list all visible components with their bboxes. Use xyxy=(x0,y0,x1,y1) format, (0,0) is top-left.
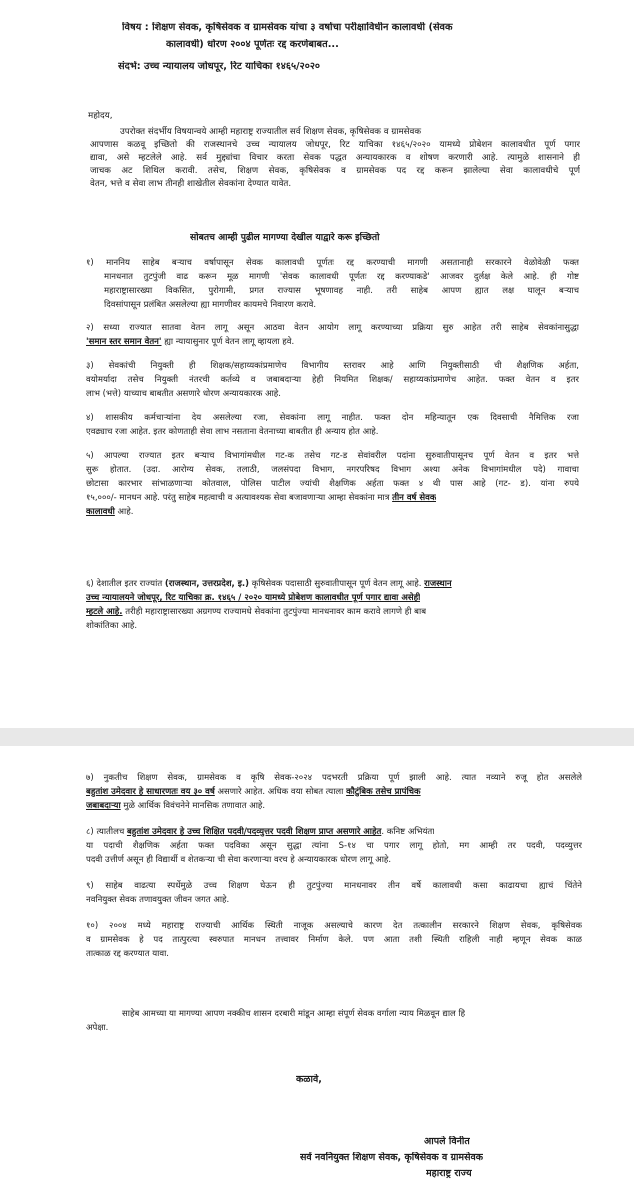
intro-line-3: द्यावा, असे म्हटलेले आहे. सर्व मुद्द्यांचा विचार करता सेवक पद्धत अन्यायकारक व शोषण करणारी आहे. त्यामुळे शासनाने ही xyxy=(90,153,580,163)
point-7-line-2: बहुतांश उमेदवार हे साधारणतः वय ३० वर्ष असणारे आहेत. अधिक वया सोबत त्याला कौटुंबिक तसेच प्रापंचिक xyxy=(86,787,421,797)
point-3-line-2: वयोमर्यादा तसेच नियुक्ती नंतरची कर्तव्ये व जबाबदाऱ्या हेही नियमित शिक्षक/ सहाय्यकांप्रमाणेच आहेत. फक्त वेतन व इतर xyxy=(86,375,579,385)
point-6-line-3: म्हटले आहे. तरीही महाराष्ट्रासारख्या अग्रगण्य राज्यामधे सेवकांना तुटपुंज्या मानधनावर काम करावे लागणे ही बाब xyxy=(86,607,427,617)
point-5-line-5: कालावधी आहे. xyxy=(86,507,134,517)
point-8-line-2: या पदाची शैक्षणिक अर्हता फक्त पदविका असून सुद्धा त्यांना S-१४ चा पगार लागू होतो, मग आम्ही तर पदवी, पदव्युत्तर xyxy=(86,841,582,851)
demands-heading: सोबतच आम्ही पुढील मागण्या देखील याद्वारे करू इच्छितो xyxy=(190,232,380,243)
point-8-line-1: ८) त्यातीलच बहुतांश उमेदवार हे उच्च शिक्षित पदवी/पदव्युत्तर पदवी शिक्षण प्राप्त असणारे आहेत. कनिष्ट अभियंता xyxy=(86,827,435,837)
subject-line-1: विषय : शिक्षण सेवक, कृषिसेवक व ग्रामसेवक यांचा ३ वर्षाचा परीक्षाविधीन कालावधी (सेवक xyxy=(122,22,453,33)
point-1-line-1: १) माननिय साहेब बऱ्याच वर्षापासून सेवक कालावधी पूर्णतः रद्द करण्याची मागणी असतानाही सरकारने वेळोवेळी फक्त xyxy=(86,258,579,268)
three-year-highlight: तीन वर्ष सेवक xyxy=(392,493,437,503)
point-8-line-3: पदवी उत्तीर्ण असून ही विद्यार्थी व शेतकऱ्या ची सेवा करणाऱ्या वरच हे अन्यायकारक धोरण लागू आहे. xyxy=(86,855,392,865)
point-6-line-2: उच्च न्यायालयने जोधपूर, रिट याचिका क्र. १४६५ / २०२० यामध्ये प्रोबेशण कालावधीत पूर्ण पगार द्यावा असेही xyxy=(86,593,421,603)
point-6-line-4: शोकांतिका आहे. xyxy=(86,621,138,631)
closing-line-1: साहेब आमच्या या मागण्या आपण नक्कीच शासन दरबारी मांडून आम्हा संपूर्ण सेवक वर्गाला न्याय मिळवून द्याल हि xyxy=(122,1009,466,1019)
salutation: महोदय, xyxy=(88,111,113,121)
point-9-line-1: ९) साहेब वाढत्या स्पर्धेमुळे उच्च शिक्षण घेऊन ही तुटपुंज्या मानधनावर तीन वर्षे कालावधी कसा काढायचा ह्याचं चिंतेने xyxy=(86,881,582,891)
point-1-line-3: महाराष्ट्रासारख्या विकसित, पुरोगामी, प्रगत राज्यास भूषणावह नाही. तरी साहेब आपण ह्यात लक्ष घालून बऱ्याच xyxy=(104,286,579,296)
equal-pay-highlight: 'समान स्तर समान वेतन' xyxy=(86,337,162,347)
signature-line-3: महाराष्ट्र राज्य xyxy=(426,1168,472,1179)
point-5-line-3: छोटासा कारभार सांभाळणाऱ्या कोतवाल, पोलिस पाटील ज्यांची शैक्षणिक अर्हता फक्त ४ थी पास आहे (गट- ड). यांना रुपये xyxy=(86,479,579,489)
point-10-line-3: तात्काळ रद्द करण्यात यावा. xyxy=(86,949,170,959)
intro-line-5: वेतन, भत्ते व सेवा लाभ तीनही शाखेतील सेवकांना देण्यात यावेत. xyxy=(90,179,292,189)
intro-line-2: आपणास कळवू इच्छितो की राजस्थानचे उच्च न्यायालय जोधपूर, रिट याचिका १४६५/२०२० यामध्ये प्रोबेशन कालावधीत पूर्ण पगार xyxy=(90,140,580,150)
page-break xyxy=(0,728,634,746)
point-3-line-3: लाभ (भत्ते) याच्याच बाबतीत असणारे धोरण अन्यायकारक आहे. xyxy=(86,389,281,399)
point-2-line-1: २) सध्या राज्यात सातवा वेतन लागू असून आठवा वेतन आयोग लागू करण्याच्या प्रक्रिया सुरु आहेत तरी साहेब सेवकांनासुद्धा xyxy=(86,323,579,333)
point-9-line-2: नवनियुक्त सेवक तणावयुक्त जीवन जगत आहे. xyxy=(86,895,230,905)
intro-line-4: जाचक अट शिथिल करावी. तसेच, शिक्षण सेवक, कृषिसेवक व ग्रामसेवक पद रद्द करून झालेल्या सेवा कालावधीचे पूर्ण xyxy=(90,166,580,176)
point-5-line-2: सुरू होतात. (उदा. आरोग्य सेवक, तलाठी, जलसंपदा विभाग, नगरपरिषद विभाग अश्या अनेक विभागांमधील पदे) गावाचा xyxy=(86,465,579,475)
signature-line-1: आपले विनीत xyxy=(424,1136,470,1147)
point-4-line-1: ४) शासकीय कर्मचाऱ्यांना देय असलेल्या रजा, सेवकांना लागू नाहीत. फक्त दोन महिन्यातून एक दिवसाची नैमित्तिक रजा xyxy=(86,413,579,423)
point-5-line-1: ५) आपल्या राज्यात इतर बऱ्याच विभागांमधील गट-क तसेच गट-ड सेवांवरील पदांना सुरुवातीपासूनच पूर्ण वेतन व इतर भत्ते xyxy=(86,451,579,461)
signature-line-2: सर्व नवनियुक्त शिक्षण सेवक, कृषिसेवक व ग्रामसेवक xyxy=(300,1152,484,1163)
point-10-line-2: व ग्रामसेवक हे पद तात्पुरत्या स्वरुपात मानधन तत्त्वावर निर्माण केले. पण आता तशी स्थिती राहिली नाही म्हणून सेवक काळ xyxy=(86,935,582,945)
point-1-line-2: मानधनात तुटपुंजी वाढ करून मूळ मागणी 'सेवक कालावधी पूर्णतः रद्द करण्याकडे' आजवर दुर्लक्ष केले आहे. ही गोष्ट xyxy=(104,272,579,282)
point-7-line-3: जबाबदाऱ्या मुळे आर्थिक विवंचनेने मानसिक तणावात आहे. xyxy=(86,801,266,811)
kalave: कळावे, xyxy=(296,1074,322,1085)
point-5-line-4: १५,०००/- मानधन आहे. परंतु साहेब महत्वाची व अत्यावश्यक सेवा बजावणाऱ्या आम्हा सेवकांना मात्र तीन वर्ष सेवक xyxy=(86,493,437,503)
point-7-line-1: ७) नुकतीच शिक्षण सेवक, ग्रामसेवक व कृषि सेवक-२०२४ पदभरती प्रक्रिया पूर्ण झाली आहे. त्यात नव्याने रुजू होत असलेले xyxy=(86,773,582,783)
point-4-line-2: एवढ्याच रजा आहेत. इतर कोणताही सेवा लाभ नसताना वेतनाच्या बाबतीत ही अन्याय होत आहे. xyxy=(86,427,379,437)
point-6-line-1: ६) देशातील इतर राज्यांत (राजस्थान, उत्तरप्रदेश, इ.) कृषिसेवक पदासाठी सुरुवातीपासून पूर्ण वेतन लागू आहे. राजस्थान xyxy=(86,579,452,589)
closing-line-2: अपेक्षा. xyxy=(86,1023,109,1033)
point-2-line-2: 'समान स्तर समान वेतन' ह्या न्यायासुनार पूर्ण वेतन लागू व्हायला हवे. xyxy=(86,337,295,347)
point-1-line-4: दिवसांपासून प्रलंबित असलेल्या ह्या मागणीवर कायमचे निवारण करावे. xyxy=(104,300,317,310)
point-10-line-1: १०) २००४ मध्ये महाराष्ट्र राज्याची आर्थिक स्थिती नाजूक असल्याचे कारण देत तत्कालीन सरकारने शिक्षण सेवक, कृषिसेवक xyxy=(86,921,582,931)
subject-line-2: कालावधी) धोरण २००४ पूर्णतः रद्द करणेबाबत... xyxy=(166,39,339,50)
intro-line-1: उपरोक्त संदर्भीय विषयान्वये आम्ही महाराष्ट्र राज्यातील सर्व शिक्षण सेवक, कृषिसेवक व ग्रामसेवक xyxy=(120,127,422,137)
letter-page-2 xyxy=(0,746,634,1200)
reference-line: संदर्भ: उच्च न्यायालय जोधपूर, रिट याचिका १४६५/२०२० xyxy=(118,61,321,72)
point-3-line-1: ३) सेवकांची नियुक्ती ही शिक्षक/सहाय्यकांप्रमाणेच विभागीय स्तरावर आहे आणि नियुक्तीसाठी ची शैक्षणिक अर्हता, xyxy=(86,361,579,371)
